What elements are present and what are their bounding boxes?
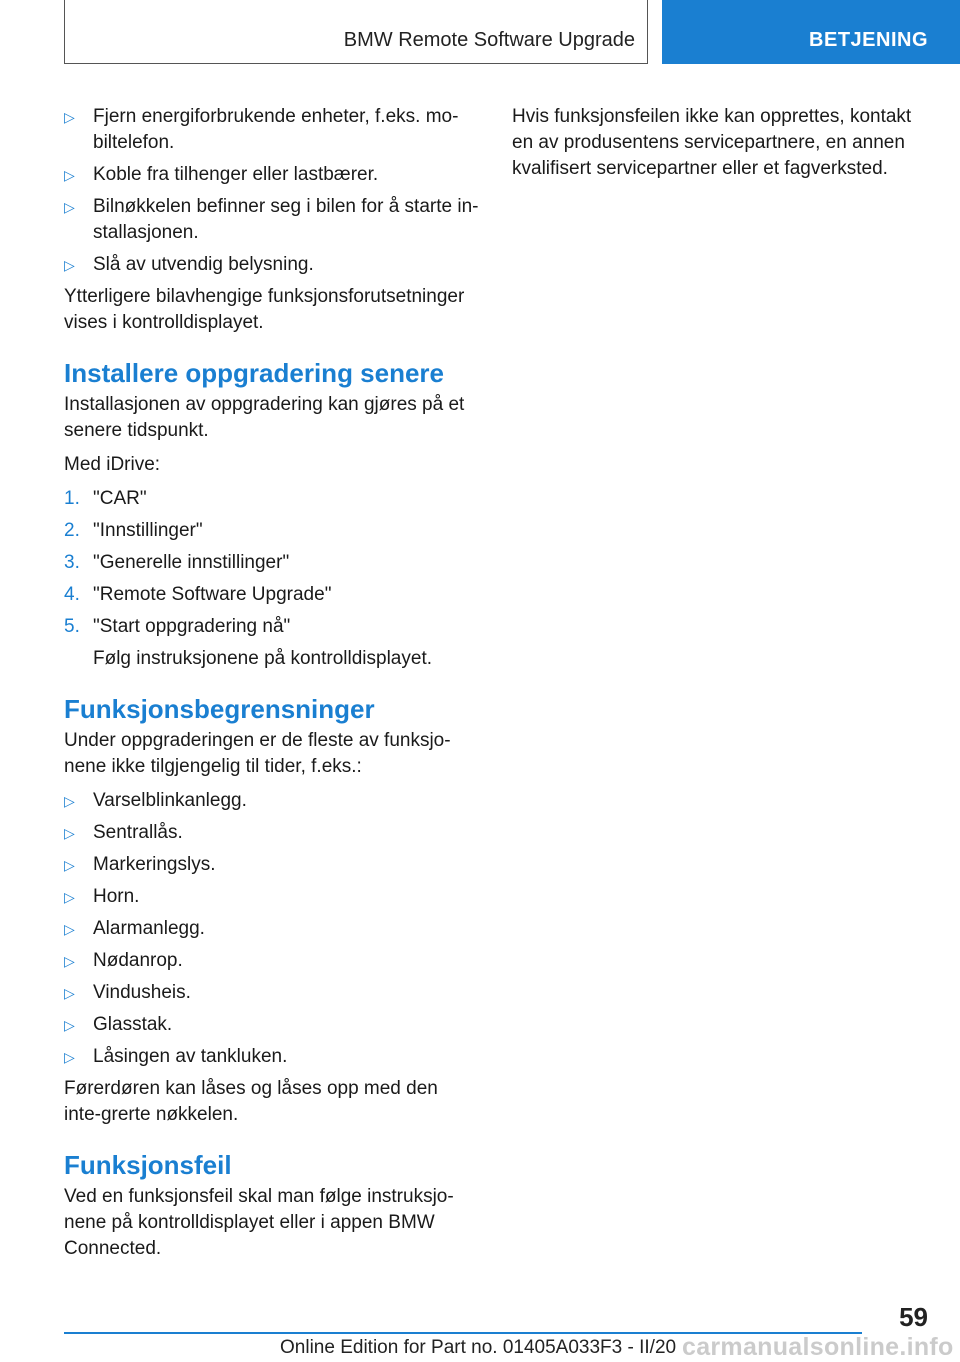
heading-malfunction: Funksjonsfeil	[64, 1150, 232, 1180]
triangle-right-icon: ▷	[64, 167, 75, 183]
list-item: ▷ Nødanrop.	[64, 948, 480, 974]
heading-install-later: Installere oppgradering senere	[64, 358, 445, 388]
triangle-right-icon: ▷	[64, 1049, 75, 1065]
step-item: 1. "CAR"	[64, 486, 480, 512]
paragraph: Under oppgraderingen er de fleste av funksjo‐nene ikke tilgjengelig til tider, f.eks.:	[64, 730, 451, 777]
watermark: carmanualsonline.info	[682, 1333, 954, 1361]
page-number: 59	[899, 1302, 928, 1332]
list-item: ▷ Låsingen av tankluken.	[64, 1044, 480, 1070]
list-item: ▷ Markeringslys.	[64, 852, 480, 878]
triangle-right-icon: ▷	[64, 985, 75, 1001]
step-item: 3. "Generelle innstillinger"	[64, 550, 480, 576]
paragraph: Installasjonen av oppgradering kan gjøres på et senere tidspunkt.	[64, 394, 465, 441]
heading-limitations: Funksjonsbegrensninger	[64, 694, 375, 724]
left-column	[64, 104, 480, 1270]
step-number: 1.	[64, 488, 80, 509]
step-item: 4. "Remote Software Upgrade"	[64, 582, 480, 608]
list-item: ▷ Vindusheis.	[64, 980, 480, 1006]
paragraph: Hvis funksjonsfeilen ikke kan opprettes, kontakt en av produsentens servicepartnere, en annen kvalifisert servicepartner eller et fagverksted.	[512, 106, 912, 179]
list-item: ▷ Fjern energiforbrukende enheter, f.eks. mo‐biltelefon.	[64, 106, 459, 153]
list-item: ▷ Varselblinkanlegg.	[64, 788, 480, 814]
section-tab-label: BETJENING	[809, 29, 928, 51]
step-number: 4.	[64, 584, 80, 605]
triangle-right-icon: ▷	[64, 1017, 75, 1033]
list-item: ▷ Slå av utvendig belysning.	[64, 252, 480, 278]
paragraph: Ved en funksjonsfeil skal man følge instruksjo‐nene på kontrolldisplayet eller i appen BMW Connected.	[64, 1186, 454, 1259]
step-number: 3.	[64, 552, 80, 573]
step-item: 5. "Start oppgradering nå" Følg instruksjonene på kontrolldisplayet.	[64, 614, 480, 672]
triangle-right-icon: ▷	[64, 953, 75, 969]
list-item: ▷ Koble fra tilhenger eller lastbærer.	[64, 162, 480, 188]
list-item: ▷ Alarmanlegg.	[64, 916, 480, 942]
step-number: 2.	[64, 520, 80, 541]
list-item: ▷ Bilnøkkelen befinner seg i bilen for å starte in‐stallasjonen.	[64, 196, 479, 243]
list-item: ▷ Glasstak.	[64, 1012, 480, 1038]
section-tab	[662, 0, 960, 64]
triangle-right-icon: ▷	[64, 257, 75, 273]
requirements-list	[64, 104, 480, 278]
paragraph: Med iDrive:	[64, 454, 161, 475]
triangle-right-icon: ▷	[64, 857, 75, 873]
footer-edition: Online Edition for Part no. 01405A033F3 - II/20	[280, 1337, 677, 1358]
paragraph: Ytterligere bilavhengige funksjonsforutsetninger vises i kontrolldisplayet.	[64, 286, 465, 333]
triangle-right-icon: ▷	[64, 921, 75, 937]
triangle-right-icon: ▷	[64, 825, 75, 841]
limitations-list	[64, 788, 480, 1070]
step-item: 2. "Innstillinger"	[64, 518, 480, 544]
header-title: BMW Remote Software Upgrade	[343, 29, 635, 51]
step-note: Følg instruksjonene på kontrolldisplayet.	[93, 648, 433, 669]
header-title-box	[64, 0, 648, 64]
step-number: 5.	[64, 616, 80, 637]
triangle-right-icon: ▷	[64, 199, 75, 215]
list-item: ▷ Horn.	[64, 884, 480, 910]
triangle-right-icon: ▷	[64, 109, 75, 125]
triangle-right-icon: ▷	[64, 793, 75, 809]
steps-list	[64, 486, 480, 672]
list-item: ▷ Sentrallås.	[64, 820, 480, 846]
right-column	[512, 104, 928, 190]
triangle-right-icon: ▷	[64, 889, 75, 905]
paragraph: Førerdøren kan låses og låses opp med den inte‐grerte nøkkelen.	[64, 1078, 438, 1125]
